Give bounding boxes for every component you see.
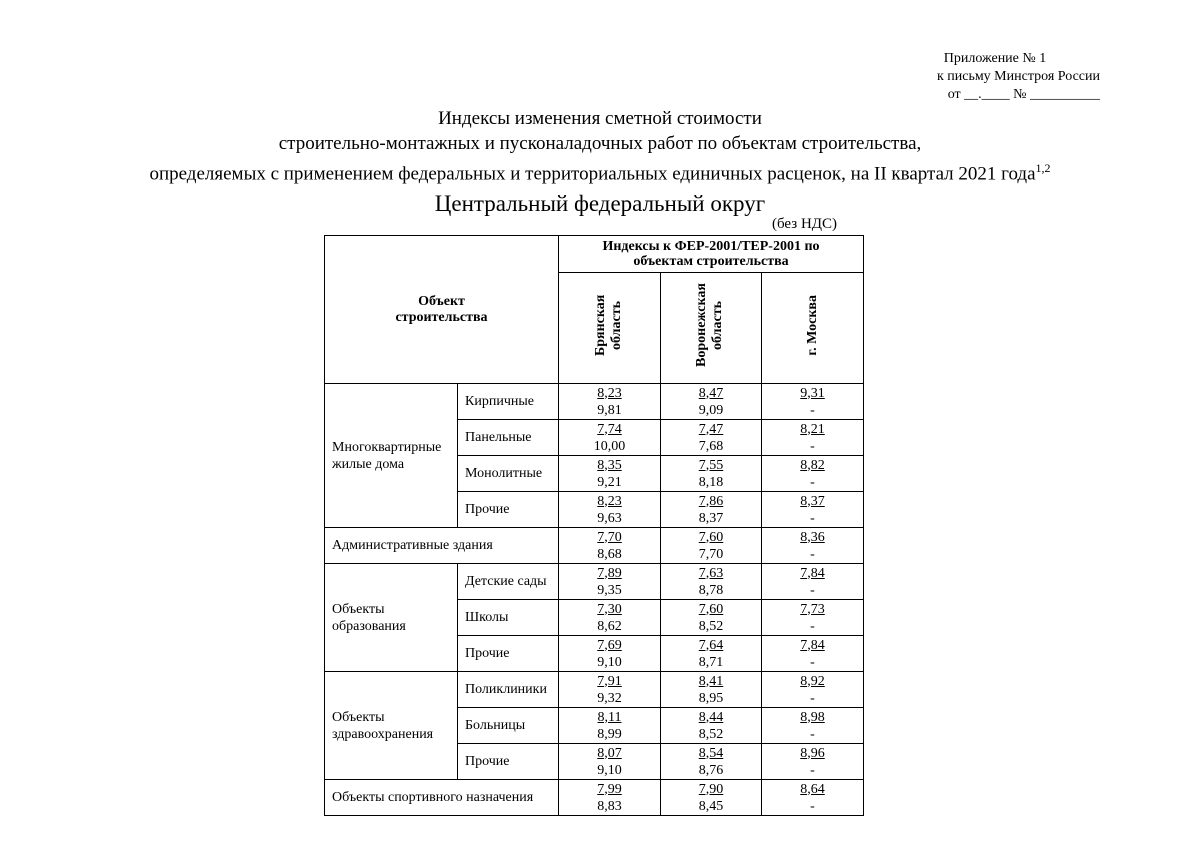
fer-index-value: 7,84 xyxy=(800,637,825,653)
ter-index-value: - xyxy=(810,510,815,526)
value-cell xyxy=(762,672,864,708)
ter-index-value: 7,68 xyxy=(698,438,724,454)
ter-index-value: - xyxy=(810,438,815,454)
fer-index-value: 8,44 xyxy=(698,709,724,725)
object-type-label: Поликлиники xyxy=(458,672,559,708)
value-cell xyxy=(661,384,762,420)
value-cell xyxy=(559,636,661,672)
region-header-1: Воронежская область xyxy=(694,283,725,368)
region-header-0: Брянская область xyxy=(592,294,624,357)
index-header: Индексы к ФЕР-2001/ТЕР-2001 по объектам строительства xyxy=(602,239,820,269)
table-row xyxy=(325,564,864,600)
value-cell xyxy=(762,744,864,780)
object-header-cell xyxy=(325,236,559,384)
ter-index-value: 8,95 xyxy=(698,690,724,706)
ter-index-value: - xyxy=(810,546,815,562)
fer-index-value: 8,35 xyxy=(597,457,622,473)
title-line-3-text: определяемых с применением федеральных и территориальных единичных расценок, на II квартал 2021 года xyxy=(149,163,1036,185)
ter-index-value: 8,99 xyxy=(597,726,622,742)
fer-index-value: 8,47 xyxy=(698,385,724,401)
appendix-line-3: от __.____ № __________ xyxy=(947,87,1100,102)
object-type-label: Больницы xyxy=(458,708,559,744)
title-line-2: строительно-монтажных и пусконаладочных работ по объектам строительства, xyxy=(278,133,922,154)
ter-index-value: 8,18 xyxy=(698,474,724,490)
object-type-label: Панельные xyxy=(458,420,559,456)
ter-index-value: - xyxy=(810,690,815,706)
fer-index-value: 7,99 xyxy=(597,781,622,797)
fer-index-value: 8,98 xyxy=(800,709,825,725)
appendix-line-1: Приложение № 1 xyxy=(943,51,1047,66)
fer-index-value: 7,86 xyxy=(698,493,724,509)
object-type-label: Детские сады xyxy=(458,564,559,600)
object-group-label: Многоквартирные жилые дома xyxy=(325,384,458,528)
fer-index-value: 7,69 xyxy=(597,637,622,653)
ter-index-value: 8,45 xyxy=(698,798,724,814)
fer-index-value: 7,89 xyxy=(597,565,622,581)
ter-index-value: 8,62 xyxy=(597,618,622,634)
district-heading: Центральный федеральный округ xyxy=(434,191,766,216)
value-cell xyxy=(559,420,661,456)
fer-index-value: 7,84 xyxy=(800,565,825,581)
fer-index-value: 8,64 xyxy=(800,781,825,797)
ter-index-value: 8,78 xyxy=(698,582,724,598)
ter-index-value: 8,37 xyxy=(698,510,724,526)
fer-index-value: 8,37 xyxy=(800,493,825,509)
object-type-label: Прочие xyxy=(458,744,559,780)
title-line-1: Индексы изменения сметной стоимости xyxy=(438,108,762,129)
document-title xyxy=(0,106,1200,186)
value-cell xyxy=(762,384,864,420)
fer-index-value: 7,30 xyxy=(597,601,622,617)
fer-index-value: 7,60 xyxy=(698,529,724,545)
region-header-cell xyxy=(559,273,661,384)
object-header: Объект строительства xyxy=(395,293,488,325)
fer-index-value: 7,47 xyxy=(698,421,724,437)
fer-index-value: 7,74 xyxy=(597,421,622,437)
value-cell xyxy=(661,564,762,600)
value-cell xyxy=(559,600,661,636)
value-cell xyxy=(559,672,661,708)
title-footnote-ref: 1,2 xyxy=(1035,161,1051,175)
value-cell xyxy=(559,528,661,564)
value-cell xyxy=(661,636,762,672)
table-body xyxy=(325,384,864,816)
ter-index-value: 9,10 xyxy=(597,762,622,778)
value-cell xyxy=(762,456,864,492)
fer-index-value: 8,36 xyxy=(800,529,825,545)
fer-index-value: 7,63 xyxy=(698,565,724,581)
table-row xyxy=(325,672,864,708)
fer-index-value: 8,82 xyxy=(800,457,825,473)
object-group-label: Объекты образования xyxy=(325,564,458,672)
fer-index-value: 7,70 xyxy=(597,529,622,545)
fer-index-value: 7,55 xyxy=(698,457,724,473)
ter-index-value: 8,52 xyxy=(698,618,724,634)
object-label: Объекты спортивного назначения xyxy=(325,780,559,816)
fer-index-value: 9,31 xyxy=(800,385,825,401)
value-cell xyxy=(762,420,864,456)
object-type-label: Школы xyxy=(458,600,559,636)
value-cell xyxy=(559,384,661,420)
ter-index-value: 8,83 xyxy=(597,798,622,814)
fer-index-value: 8,54 xyxy=(698,745,724,761)
value-cell xyxy=(661,744,762,780)
object-group-label: Объекты здравоохранения xyxy=(325,672,458,780)
title-line-3 xyxy=(0,156,1200,186)
ter-index-value: 9,09 xyxy=(698,402,724,418)
index-header-cell xyxy=(559,236,864,273)
ter-index-value: - xyxy=(810,654,815,670)
value-cell xyxy=(762,708,864,744)
fer-index-value: 8,41 xyxy=(698,673,724,689)
value-cell xyxy=(661,780,762,816)
fer-index-value: 7,73 xyxy=(800,601,825,617)
value-cell xyxy=(661,492,762,528)
vat-note: (без НДС) xyxy=(772,216,838,232)
index-table xyxy=(324,235,864,816)
ter-index-value: 8,76 xyxy=(698,762,724,778)
ter-index-value: 9,32 xyxy=(597,690,622,706)
value-cell xyxy=(559,780,661,816)
fer-index-value: 8,21 xyxy=(800,421,825,437)
table-row xyxy=(325,780,864,816)
value-cell xyxy=(661,600,762,636)
ter-index-value: 9,81 xyxy=(597,402,622,418)
fer-index-value: 7,60 xyxy=(698,601,724,617)
value-cell xyxy=(661,528,762,564)
value-cell xyxy=(559,492,661,528)
object-type-label: Прочие xyxy=(458,492,559,528)
ter-index-value: 8,68 xyxy=(597,546,622,562)
ter-index-value: - xyxy=(810,402,815,418)
ter-index-value: 9,35 xyxy=(597,582,622,598)
table-row xyxy=(325,528,864,564)
table-row xyxy=(325,384,864,420)
ter-index-value: - xyxy=(810,474,815,490)
value-cell xyxy=(762,528,864,564)
value-cell xyxy=(559,564,661,600)
value-cell xyxy=(661,456,762,492)
value-cell xyxy=(762,564,864,600)
region-header-cell xyxy=(762,273,864,384)
fer-index-value: 7,90 xyxy=(698,781,724,797)
ter-index-value: - xyxy=(810,798,815,814)
value-cell xyxy=(661,420,762,456)
object-type-label: Монолитные xyxy=(458,456,559,492)
value-cell xyxy=(762,780,864,816)
value-cell xyxy=(762,636,864,672)
fer-index-value: 8,11 xyxy=(597,709,622,725)
ter-index-value: 7,70 xyxy=(698,546,724,562)
ter-index-value: 9,10 xyxy=(597,654,622,670)
fer-index-value: 7,64 xyxy=(698,637,724,653)
ter-index-value: - xyxy=(810,762,815,778)
ter-index-value: - xyxy=(810,582,815,598)
ter-index-value: 10,00 xyxy=(593,438,626,454)
ter-index-value: 8,52 xyxy=(698,726,724,742)
fer-index-value: 7,91 xyxy=(597,673,622,689)
value-cell xyxy=(559,456,661,492)
region-header-2: г. Москва xyxy=(804,295,820,356)
appendix-line-2: к письму Минстроя России xyxy=(936,69,1100,84)
value-cell xyxy=(762,492,864,528)
value-cell xyxy=(661,708,762,744)
object-label: Административные здания xyxy=(325,528,559,564)
appendix-block xyxy=(900,50,1100,104)
fer-index-value: 8,23 xyxy=(597,385,622,401)
value-cell xyxy=(559,708,661,744)
fer-index-value: 8,96 xyxy=(800,745,825,761)
ter-index-value: 9,63 xyxy=(597,510,622,526)
fer-index-value: 8,23 xyxy=(597,493,622,509)
ter-index-value: 8,71 xyxy=(698,654,724,670)
region-header-cell xyxy=(661,273,762,384)
ter-index-value: - xyxy=(810,618,815,634)
ter-index-value: - xyxy=(810,726,815,742)
value-cell xyxy=(559,744,661,780)
object-type-label: Прочие xyxy=(458,636,559,672)
object-type-label: Кирпичные xyxy=(458,384,559,420)
value-cell xyxy=(661,672,762,708)
fer-index-value: 8,07 xyxy=(597,745,622,761)
ter-index-value: 9,21 xyxy=(597,474,622,490)
fer-index-value: 8,92 xyxy=(800,673,825,689)
value-cell xyxy=(762,600,864,636)
